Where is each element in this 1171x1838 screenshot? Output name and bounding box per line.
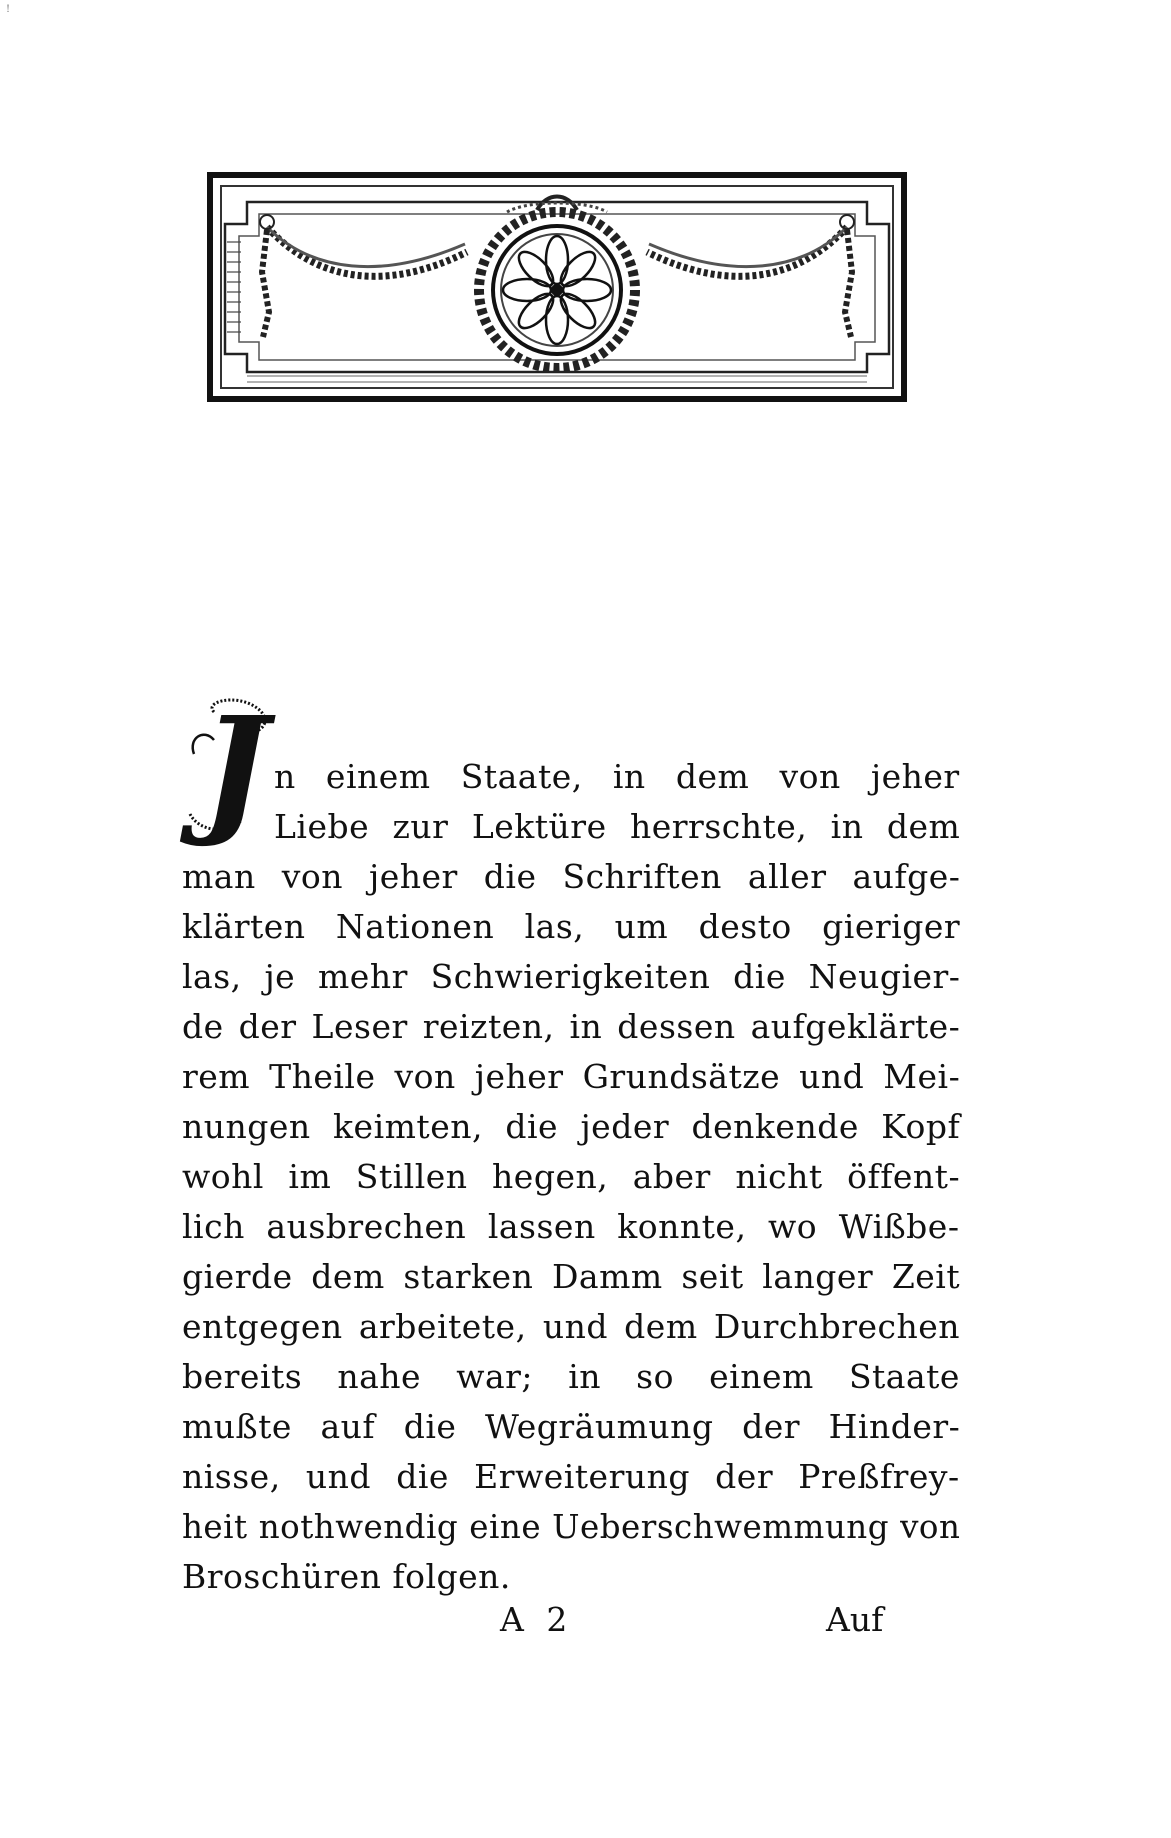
text-line: entgegen arbeitete, und dem Durchbrechen: [182, 1307, 961, 1346]
catchword: Auf: [826, 1600, 884, 1639]
text-line: nungen keimten, die jeder denkende Kopf: [182, 1107, 961, 1146]
text-line: n einem Staate, in dem von jeher: [274, 757, 960, 796]
text-line: bereits nahe war; in so einem Staate: [182, 1357, 960, 1396]
text-line: wohl im Stillen hegen, aber nicht öffent-: [182, 1157, 961, 1196]
text-line: heit nothwendig eine Ueberschwemmung von: [182, 1508, 961, 1546]
body-paragraph: [182, 752, 960, 1602]
signature-mark: A 2: [500, 1600, 574, 1639]
ornament-headpiece-icon: [207, 172, 907, 402]
text-line: mußte auf die Wegräumung der Hinder-: [182, 1407, 961, 1446]
drop-cap-letter: J: [201, 687, 269, 851]
text-line: de der Leser reizten, in dessen aufgeklärte-: [182, 1007, 961, 1046]
text-line: gierde dem starken Damm seit langer Zeit: [182, 1257, 961, 1296]
corner-mark: !: [6, 4, 11, 15]
text-line: nisse, und die Erweiterung der Preßfrey-: [182, 1457, 960, 1496]
text-line: klärten Nationen las, um desto gieriger: [182, 907, 961, 946]
text-line: Liebe zur Lektüre herrschte, in dem: [274, 807, 961, 846]
text-line: rem Theile von jeher Grundsätze und Mei-: [182, 1057, 961, 1096]
text-line: las, je mehr Schwierigkeiten die Neugier-: [182, 957, 961, 996]
text-line: Broschüren folgen.: [182, 1557, 511, 1596]
text-line: lich ausbrechen lassen konnte, wo Wißbe-: [182, 1207, 960, 1246]
text-line: man von jeher die Schriften aller aufge-: [182, 857, 961, 896]
